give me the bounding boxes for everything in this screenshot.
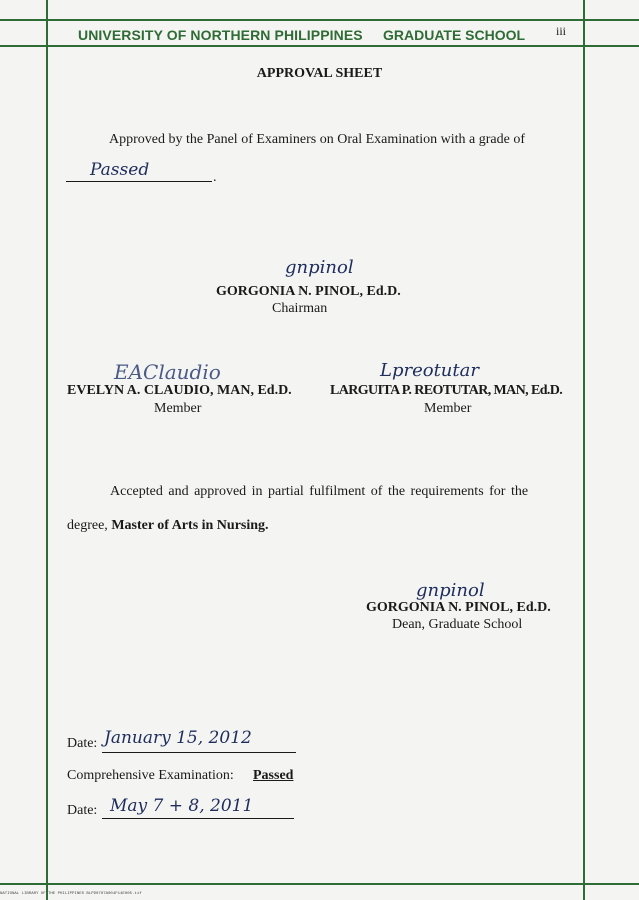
member-1-name: EVELYN A. CLAUDIO, MAN, Ed.D. [67, 383, 292, 398]
graduate-school-label: GRADUATE SCHOOL [383, 27, 526, 43]
date2-handwritten: May 7 + 8, 2011 [110, 796, 254, 816]
header-bottom-line [0, 45, 639, 47]
chairman-role: Chairman [272, 301, 328, 316]
dean-signature: gnpinol [416, 580, 485, 601]
date-label: Date: [67, 736, 98, 751]
member-1-role: Member [154, 401, 202, 416]
member-2-signature: Lpreotutar [380, 360, 479, 381]
footer-scan-label: NATIONAL LIBRARY OF THE PHILIPPINES BLPD0707A004F14E005.tif [0, 892, 142, 896]
member-2-name: LARGUITA P. REOTUTAR, MAN, Ed.D. [330, 383, 563, 398]
degree-name: Master of Arts in Nursing. [111, 518, 269, 533]
chairman-signature: gnpinol [285, 257, 354, 278]
dean-role: Dean, Graduate School [392, 617, 523, 632]
grade-underline [66, 181, 212, 182]
chairman-name: GORGONIA N. PINOL, Ed.D. [216, 284, 401, 299]
degree-prefix: degree, [67, 518, 108, 533]
dean-name: GORGONIA N. PINOL, Ed.D. [366, 600, 551, 615]
grade-handwritten: Passed [90, 160, 150, 180]
member-1-signature: EAClaudio [114, 360, 221, 384]
member-2-role: Member [424, 401, 472, 416]
acceptance-statement: Accepted and approved in partial fulfilment of the requirements for the [110, 484, 529, 499]
page-title: APPROVAL SHEET [256, 66, 383, 81]
date2-underline [102, 818, 294, 819]
grade-period: . [213, 170, 217, 185]
page-number: iii [556, 24, 567, 38]
left-margin-line [46, 0, 48, 900]
comprehensive-exam-result: Passed [253, 768, 294, 783]
footer-line [0, 883, 639, 885]
date-handwritten: January 15, 2012 [104, 728, 252, 748]
date-underline [102, 752, 296, 753]
comprehensive-exam-label: Comprehensive Examination: [67, 768, 234, 783]
university-name: UNIVERSITY OF NORTHERN PHILIPPINES [78, 27, 363, 43]
approval-statement: Approved by the Panel of Examiners on Oral Examination with a grade of [109, 132, 525, 147]
right-margin-line [583, 0, 585, 900]
date2-label: Date: [67, 803, 98, 818]
acceptance-degree-line [67, 518, 269, 534]
header-top-line [0, 19, 639, 21]
